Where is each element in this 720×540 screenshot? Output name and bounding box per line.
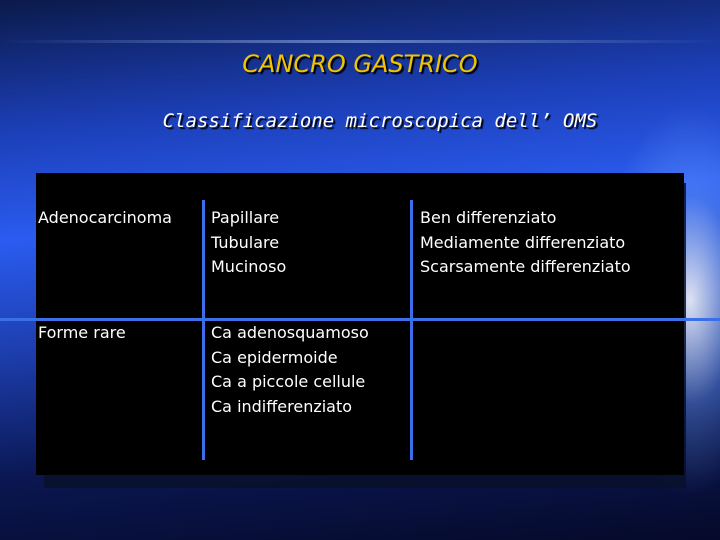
row-1-category [38,206,172,231]
category-label: Forme rare [38,323,126,342]
type-item: Mucinoso [211,257,287,276]
type-item: Ca epidermoide [211,347,338,367]
grade-item: Ben differenziato [420,208,557,227]
column-divider-2 [410,200,413,460]
slide-subtitle: Classificazione microscopica dell’ OMS [162,110,598,132]
slide-title: CANCRO GASTRICO [242,50,478,78]
row-2-types [211,321,369,419]
grade-item: Mediamente differenziato [420,232,626,252]
row-1-types [211,206,286,280]
row-2-category [38,321,126,346]
background-streak [0,40,720,43]
grade-item: Scarsamente differenziato [420,257,631,276]
type-item: Ca a piccole cellule [211,372,366,391]
type-item: Ca indifferenziato [211,396,353,416]
type-item: Ca adenosquamoso [211,323,369,342]
category-label: Adenocarcinoma [38,208,172,227]
row-1-grades [420,206,631,280]
type-item: Tubulare [211,232,280,252]
column-divider-1 [202,200,205,460]
type-item: Papillare [211,208,280,227]
